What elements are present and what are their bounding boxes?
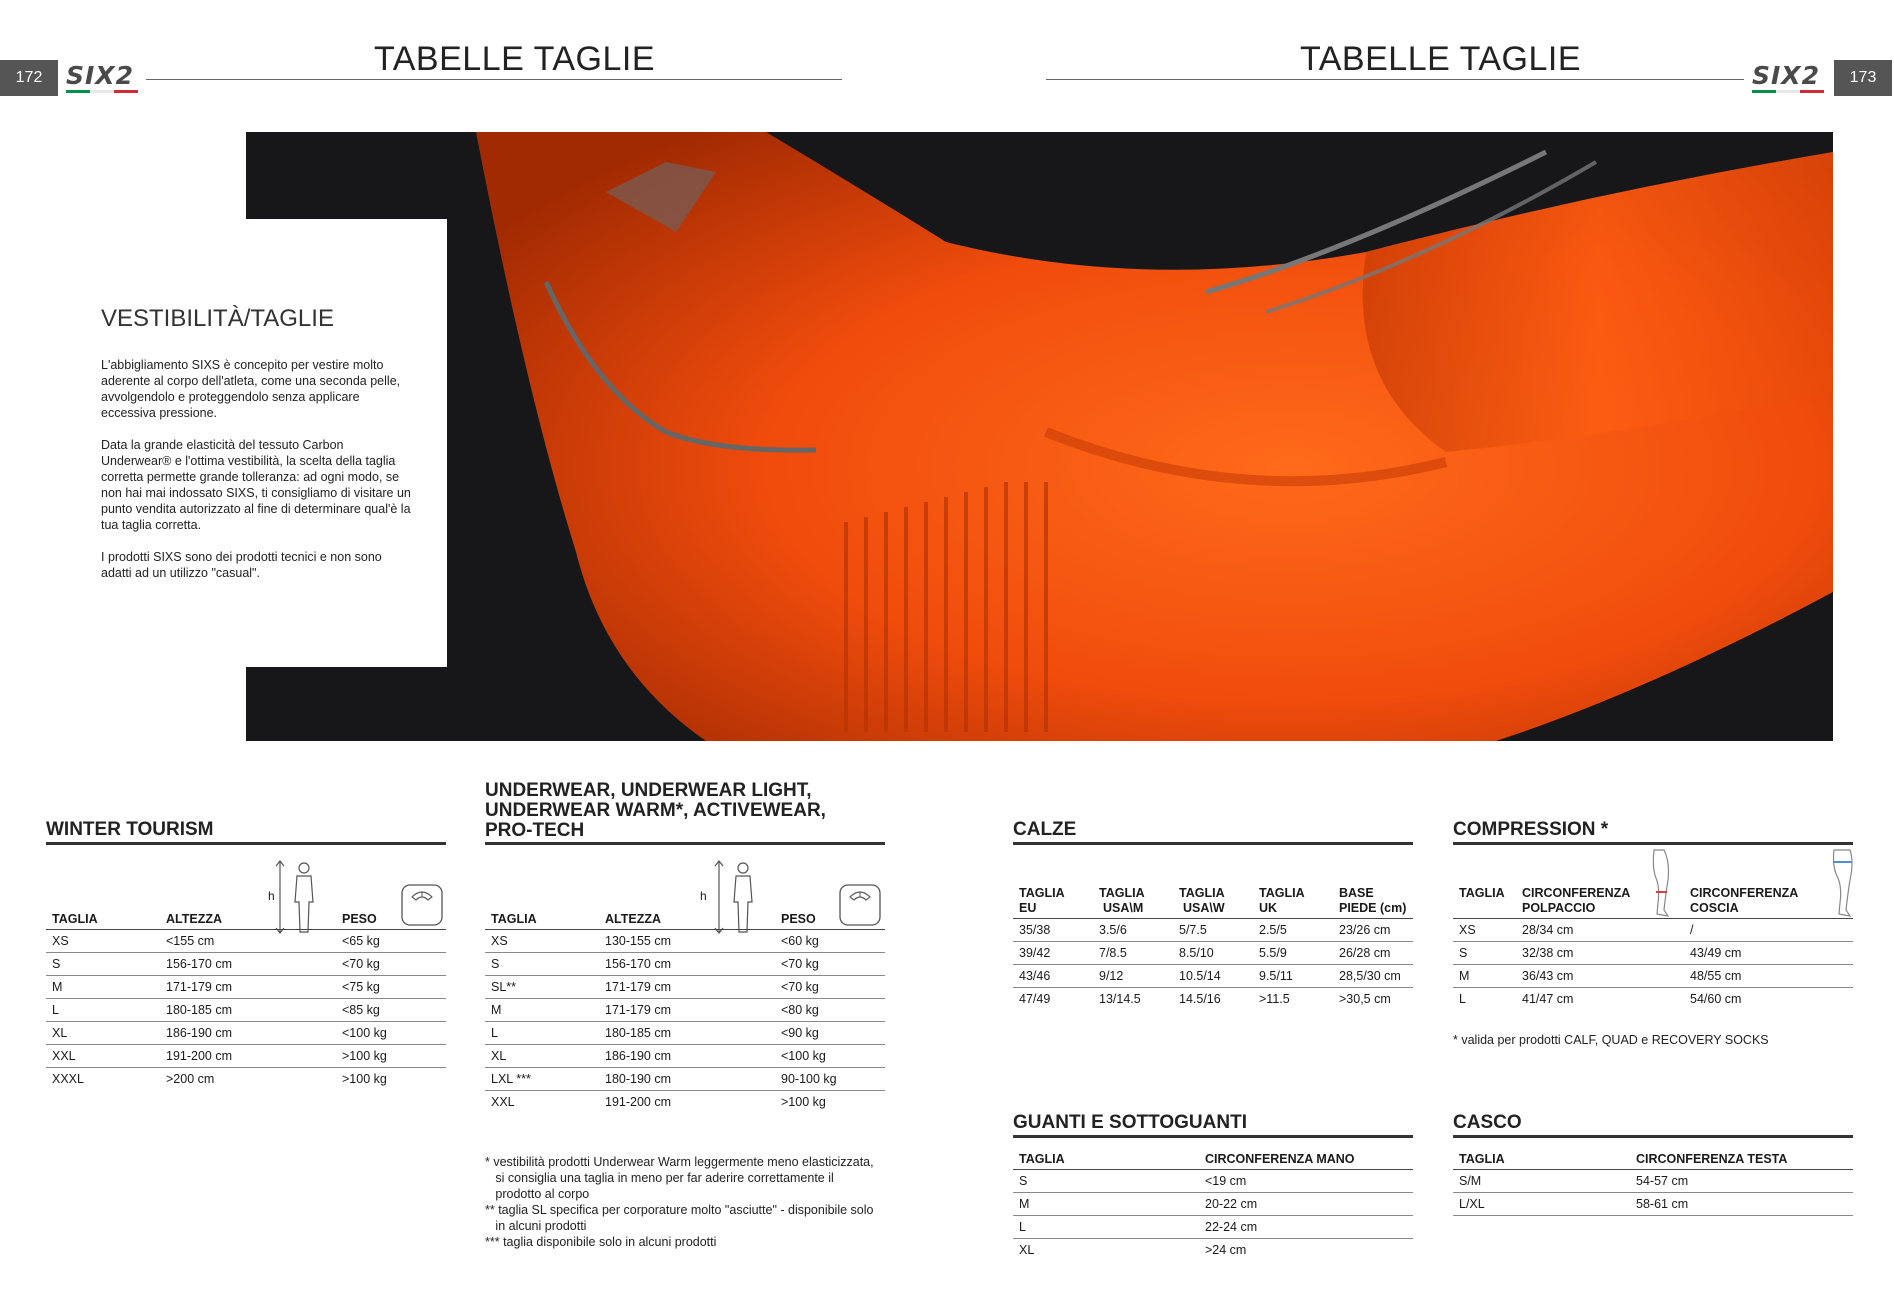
cell: <70 kg	[781, 979, 819, 994]
cell: XS	[491, 933, 508, 948]
hero-photo-orange-sleeve	[246, 132, 1833, 741]
col-header-line: TAGLIA	[1259, 886, 1305, 900]
cell: 26/28 cm	[1339, 946, 1391, 960]
table-header-row	[1013, 1144, 1413, 1169]
col-header: ALTEZZA	[166, 911, 223, 926]
cell: XS	[1459, 923, 1476, 937]
cell: M	[52, 979, 63, 994]
table-row	[485, 998, 885, 1021]
cell: 39/42	[1019, 946, 1051, 960]
cell: <155 cm	[166, 933, 215, 948]
section-rule	[46, 842, 446, 845]
cell: >200 cm	[166, 1071, 215, 1086]
cell: 156-170 cm	[166, 956, 233, 971]
header-rule-left	[146, 79, 842, 80]
col-header-line: UK	[1259, 901, 1278, 915]
cell: 180-185 cm	[166, 1002, 233, 1017]
cell: XXL	[491, 1094, 515, 1109]
cell: 9/12	[1099, 969, 1124, 983]
cell: 171-179 cm	[605, 979, 672, 994]
col-header	[1516, 886, 1684, 919]
cell: /	[1690, 923, 1694, 937]
header-rule-right	[1046, 79, 1744, 80]
table-row	[485, 1067, 885, 1090]
table-row	[46, 1021, 446, 1044]
cell: 36/43 cm	[1522, 969, 1574, 983]
col-header-line: COSCIA	[1690, 901, 1739, 915]
intro-paragraph: L'abbigliamento SIXS è concepito per vestire molto aderente al corpo dell'atleta, come una seconda pelle, avvolgendolo e proteggendolo senza applicare eccessiva pressione.	[101, 358, 401, 420]
col-header	[1173, 886, 1253, 919]
page-title-right: TABELLE TAGLIE	[1300, 40, 1582, 78]
table-row	[1013, 1215, 1413, 1238]
footnote-line: * vestibilità prodotti Underwear Warm leggermente meno elasticizzata,	[485, 1155, 874, 1169]
cell: 171-179 cm	[166, 979, 233, 994]
sixs-logo-right	[1752, 61, 1824, 94]
cell: <70 kg	[781, 956, 819, 971]
table-row	[485, 929, 885, 952]
cell: <60 kg	[781, 933, 819, 948]
cell: 14.5/16	[1179, 992, 1221, 1007]
cell: 191-200 cm	[166, 1048, 233, 1063]
col-header: TAGLIA	[1459, 1151, 1505, 1166]
cell: XL	[491, 1048, 507, 1063]
table-row	[46, 952, 446, 975]
winter-tourism-table	[46, 906, 446, 1090]
calze-title: CALZE	[1013, 819, 1077, 840]
cell: 8.5/10	[1179, 946, 1214, 960]
cell: 171-179 cm	[605, 1002, 672, 1017]
table-header-row	[46, 906, 446, 929]
cell: 28/34 cm	[1522, 923, 1574, 937]
footnote-line: *** taglia disponibile solo in alcuni prodotti	[485, 1235, 717, 1249]
cell: 32/38 cm	[1522, 946, 1574, 960]
section-rule	[1453, 842, 1853, 845]
table-row	[1013, 988, 1413, 1011]
cell: SL**	[491, 979, 517, 994]
col-header-line: BASE	[1339, 886, 1374, 900]
table-row	[1453, 919, 1853, 942]
col-header	[1684, 886, 1853, 919]
footnote-line: in alcuni prodotti	[485, 1219, 587, 1233]
intro-paragraph: Data la grande elasticità del tessuto Carbon Underwear® e l'ottima vestibilità, la scelta della taglia corretta permette grande tolleranza: ad ogni modo, se non hai mai indossato SIXS, ti consigliamo di visitare un punto vendita autorizzato al fine di determinare qual'è la tua taglia corretta.	[101, 438, 411, 532]
table-row	[1013, 1192, 1413, 1215]
cell: 180-190 cm	[605, 1071, 672, 1086]
col-header	[1013, 886, 1093, 919]
cell: 48/55 cm	[1690, 969, 1742, 983]
col-header: CIRCONFERENZA TESTA	[1636, 1151, 1788, 1166]
cell: >11.5	[1259, 992, 1290, 1007]
compression-table	[1453, 886, 1853, 1011]
cell: S	[1019, 1173, 1028, 1188]
cell: <65 kg	[342, 933, 380, 948]
table-row	[1013, 919, 1413, 942]
italian-flag-stripe	[66, 90, 138, 93]
page-number-left: 172	[0, 60, 58, 96]
table-row	[1453, 1169, 1853, 1192]
table-row	[46, 1044, 446, 1067]
table-row	[1013, 965, 1413, 988]
cell: 47/49	[1019, 992, 1051, 1007]
cell: <100 kg	[781, 1048, 826, 1063]
col-header: TAGLIA	[1019, 1151, 1065, 1166]
cell: 41/47 cm	[1522, 992, 1574, 1007]
footnote-line: si consiglia una taglia in meno per far aderire correttamente il	[485, 1171, 834, 1185]
cell: >100 kg	[781, 1094, 826, 1109]
col-header: TAGLIA	[52, 911, 98, 926]
page-title-left: TABELLE TAGLIE	[374, 40, 656, 78]
cell: LXL ***	[491, 1071, 531, 1086]
cell: <85 kg	[342, 1002, 380, 1017]
cell: L	[1459, 992, 1466, 1007]
cell: >24 cm	[1205, 1242, 1247, 1257]
underwear-table	[485, 906, 885, 1113]
col-header	[1333, 886, 1413, 919]
winter-tourism-title: WINTER TOURISM	[46, 819, 214, 840]
cell: <90 kg	[781, 1025, 819, 1040]
casco-title: CASCO	[1453, 1112, 1522, 1133]
col-header-line: TAGLIA	[1459, 886, 1505, 900]
col-header: ALTEZZA	[605, 911, 662, 926]
table-row	[485, 1090, 885, 1113]
table-header-row	[1453, 886, 1853, 919]
casco-table	[1453, 1144, 1853, 1216]
cell: 9.5/11	[1259, 969, 1293, 983]
table-row	[485, 952, 885, 975]
cell: 43/49 cm	[1690, 946, 1742, 960]
cell: 58-61 cm	[1636, 1196, 1689, 1211]
cell: >100 kg	[342, 1071, 387, 1086]
guanti-table	[1013, 1144, 1413, 1261]
height-label: h	[700, 889, 707, 903]
logo-text: SIX2	[1752, 61, 1820, 90]
col-header-line: USA\W	[1183, 901, 1225, 915]
table-row	[1453, 942, 1853, 965]
col-header-line: TAGLIA	[1179, 886, 1225, 900]
cell: 2.5/5	[1259, 923, 1287, 937]
table-row	[1013, 942, 1413, 965]
compression-title: COMPRESSION *	[1453, 819, 1609, 840]
table-row	[485, 975, 885, 998]
cell: 54-57 cm	[1636, 1173, 1689, 1188]
col-header-line: EU	[1019, 901, 1037, 915]
cell: XXXL	[52, 1071, 84, 1086]
table-header-row	[1013, 886, 1413, 919]
table-row	[485, 1044, 885, 1067]
cell: <100 kg	[342, 1025, 387, 1040]
cell: L/XL	[1459, 1196, 1485, 1211]
col-header: CIRCONFERENZA MANO	[1205, 1151, 1355, 1166]
section-rule	[485, 842, 885, 845]
height-label: h	[268, 889, 275, 903]
cell: >30,5 cm	[1339, 992, 1391, 1007]
cell: 180-185 cm	[605, 1025, 672, 1040]
underwear-title	[485, 781, 826, 841]
sixs-logo-left	[66, 61, 138, 94]
cell: 130-155 cm	[605, 933, 672, 948]
table-row	[46, 1067, 446, 1090]
col-header	[1453, 886, 1516, 919]
table-row	[1453, 965, 1853, 988]
cell: 13/14.5	[1099, 992, 1141, 1007]
cell: 191-200 cm	[605, 1094, 672, 1109]
col-header-line: TAGLIA	[1019, 886, 1065, 900]
intro-title: VESTIBILITÀ/TAGLIE	[101, 305, 334, 332]
cell: S	[52, 956, 61, 971]
cell: <70 kg	[342, 956, 380, 971]
italian-flag-stripe	[1752, 90, 1824, 93]
cell: 10.5/14	[1179, 969, 1221, 983]
underwear-title-line: UNDERWEAR WARM*, ACTIVEWEAR,	[485, 800, 826, 821]
cell: 5/7.5	[1179, 923, 1207, 937]
cell: M	[1459, 969, 1470, 983]
table-header-row	[1453, 1144, 1853, 1169]
table-row	[46, 975, 446, 998]
col-header: TAGLIA	[491, 911, 537, 926]
compression-footnote: * valida per prodotti CALF, QUAD e RECOVERY SOCKS	[1453, 1033, 1769, 1047]
underwear-title-line: UNDERWEAR, UNDERWEAR LIGHT,	[485, 780, 812, 801]
intro-body	[101, 357, 411, 581]
table-row	[46, 929, 446, 952]
guanti-title: GUANTI E SOTTOGUANTI	[1013, 1112, 1247, 1133]
cell: XL	[52, 1025, 68, 1040]
table-row	[46, 998, 446, 1021]
col-header: PESO	[342, 911, 377, 926]
cell: 22-24 cm	[1205, 1219, 1258, 1234]
section-rule	[1453, 1135, 1853, 1138]
col-header	[1093, 886, 1173, 919]
table-row	[485, 1021, 885, 1044]
cell: XXL	[52, 1048, 76, 1063]
section-rule	[1013, 842, 1413, 845]
intro-paragraph: I prodotti SIXS sono dei prodotti tecnici e non sono adatti ad un utilizzo "casual".	[101, 550, 382, 580]
col-header-line: CIRCONFERENZA	[1690, 886, 1799, 900]
cell: S/M	[1459, 1173, 1482, 1188]
calze-table	[1013, 886, 1413, 1011]
table-row	[1013, 1238, 1413, 1261]
cell: 20-22 cm	[1205, 1196, 1258, 1211]
col-header-line: CIRCONFERENZA	[1522, 886, 1631, 900]
cell: <80 kg	[781, 1002, 819, 1017]
col-header-line: POLPACCIO	[1522, 901, 1596, 915]
cell: 43/46	[1019, 969, 1051, 983]
footnote-line: ** taglia SL specifica per corporature molto "asciutte" - disponibile solo	[485, 1203, 874, 1217]
cell: XS	[52, 933, 69, 948]
cell: L	[491, 1025, 498, 1040]
cell: L	[1019, 1219, 1026, 1234]
cell: 23/26 cm	[1339, 923, 1391, 937]
logo-text: SIX2	[66, 61, 134, 90]
cell: S	[491, 956, 500, 971]
cell: 28,5/30 cm	[1339, 969, 1401, 983]
col-header-line: TAGLIA	[1099, 886, 1145, 900]
table-row	[1453, 1192, 1853, 1215]
table-row	[1453, 988, 1853, 1011]
cell: 7/8.5	[1099, 946, 1127, 960]
cell: <19 cm	[1205, 1173, 1247, 1188]
col-header-line: PIEDE (cm)	[1339, 901, 1407, 915]
underwear-title-line: PRO-TECH	[485, 820, 585, 841]
cell: >100 kg	[342, 1048, 387, 1063]
col-header-line: USA\M	[1103, 901, 1144, 915]
cell: L	[52, 1002, 59, 1017]
table-header-row	[485, 906, 885, 929]
cell: 186-190 cm	[605, 1048, 672, 1063]
section-rule	[1013, 1135, 1413, 1138]
cell: S	[1459, 946, 1468, 960]
cell: M	[491, 1002, 502, 1017]
cell: 156-170 cm	[605, 956, 672, 971]
cell: M	[1019, 1196, 1030, 1211]
cell: XL	[1019, 1242, 1035, 1257]
footnote-line: prodotto al corpo	[485, 1187, 590, 1201]
page-number-right: 173	[1834, 60, 1892, 96]
col-header	[1253, 886, 1333, 919]
underwear-footnotes	[485, 1154, 895, 1250]
cell: 35/38	[1019, 923, 1051, 937]
cell: <75 kg	[342, 979, 380, 994]
cell: 186-190 cm	[166, 1025, 233, 1040]
table-row	[1013, 1169, 1413, 1192]
cell: 90-100 kg	[781, 1071, 837, 1086]
orange-knit-sleeve-illustration	[246, 132, 1833, 741]
cell: 5.5/9	[1259, 946, 1287, 960]
cell: 54/60 cm	[1690, 992, 1742, 1007]
cell: 3.5/6	[1099, 923, 1127, 937]
col-header: PESO	[781, 911, 816, 926]
